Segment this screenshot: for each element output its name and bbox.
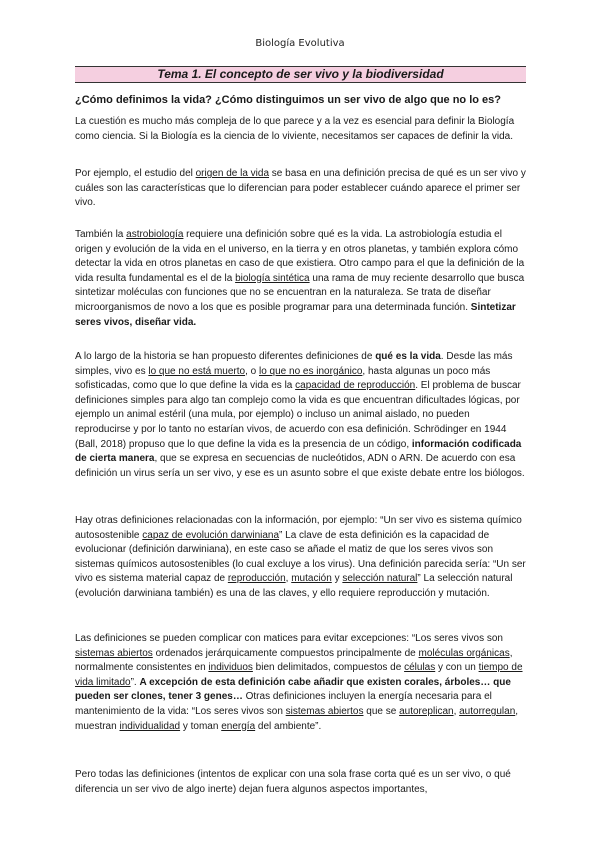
paragraph-6: Las definiciones se pueden complicar con matices para evitar excepciones: “Los seres vivos son sistemas abiertos ordenados jerárquicamente compuestos principalmente de moléculas orgánicas, normalmente consistentes en individuos bien delimitados, compuestos de células y con un tiempo de vida limitado”. A excepción de esta definición cabe añadir que existen corales, árboles… que pueden ser clones, tener 3 genes… Otras definiciones incluyen la energía necesaria para el mantenimiento de la vida: “Los seres vivos son sistemas abiertos que se autoreplican, autorregulan, muestran individualidad y toman energía del ambiente”. [75,633,523,732]
paragraph-7: Pero todas las definiciones (intentos de explicar con una sola frase corta qué es un ser vivo, o qué diferencia un ser vivo de algo inerte) dejan fuera algunos aspectos importantes, [75,769,511,795]
paragraph-2: Por ejemplo, el estudio del origen de la vida se basa en una definición precisa de qué es un ser vivo y cuáles son las características que lo diferencian para poder establecer cuándo aparece el primer ser vivo. [75,168,526,209]
paragraph-4: A lo largo de la historia se han propuesto diferentes definiciones de qué es la vida. Desde las más simples, vivo es lo que no está muerto, o lo que no es inorgánico, hasta algunas un poco más sofisticadas, como que lo que define la vida es la capacidad de reproducción. El problema de buscar definiciones simples para algo tan complejo como la vida es que encuentran dificultades lógicas, por ejemplo un animal estéril (una mula, por ejemplo) o incluso un animal aislado, no pueden reproducirse y por lo tanto no estarían vivos, de acuerdo con esa definición. Schrödinger en 1944 (Ball, 2018) propuso que lo que define la vida es la presencia de un código, información codificada de cierta manera, que se expresa en secuencias de nucleótidos, ADN o ARN. De acuerdo con esa definición un virus sería un ser vivo, y ese es un asunto sobre el que existe debate entre los biólogos. [75,351,525,479]
section-question: ¿Cómo definimos la vida? ¿Cómo distinguimos un ser vivo de algo que no lo es? [75,94,501,106]
paragraph-5: Hay otras definiciones relacionadas con la información, por ejemplo: “Un ser vivo es sistema químico autosostenible capaz de evolución darwiniana” La clave de esta definición es la capacidad de evolucionar (definición darwiniana), en este caso se añade el matiz de que los seres vivos son sistemas químicos autosostenibles (lo cual excluye a los virus). Una definición parecida sería: “Un ser vivo es sistema material capaz de reproducción, mutación y selección natural” La selección natural (evolución darwiniana también) es una de las claves, y ello requiere reproducción y mutación. [75,515,526,599]
biologia-sintetica-term: biología sintética [235,272,310,284]
origen-de-la-vida-term: origen de la vida [195,168,270,179]
paragraph-3: También la astrobiología requiere una definición sobre qué es la vida. La astrobiología estudia el origen y evolución de la vida en el universo, en la tierra y en otros planetas, y también explora cómo detectar la vida en otros planetas en caso de que existiera. Otro campo para el que la definición de la vida resulta fundamental es el de la biología sintética una rama de muy reciente desarrollo que busca sintetizar moléculas con funciones que no se encuentran en la naturaleza. Se trata de diseñar microorganismos de novo a los que es posible programar para una determinada función. Sintetizar seres vivos, diseñar vida. [75,229,525,328]
astrobiologia-term: astrobiología [126,229,184,240]
paragraph-1: La cuestión es mucho más compleja de lo que parece y a la vez es esencial para definir la Biología como ciencia. Si la Biología es la ciencia de lo viviente, necesitamos ser capaces de definir la vida. [75,116,515,142]
running-header: Biología Evolutiva [255,38,345,49]
chapter-title: Tema 1. El concepto de ser vivo y la biodiversidad [75,66,526,83]
